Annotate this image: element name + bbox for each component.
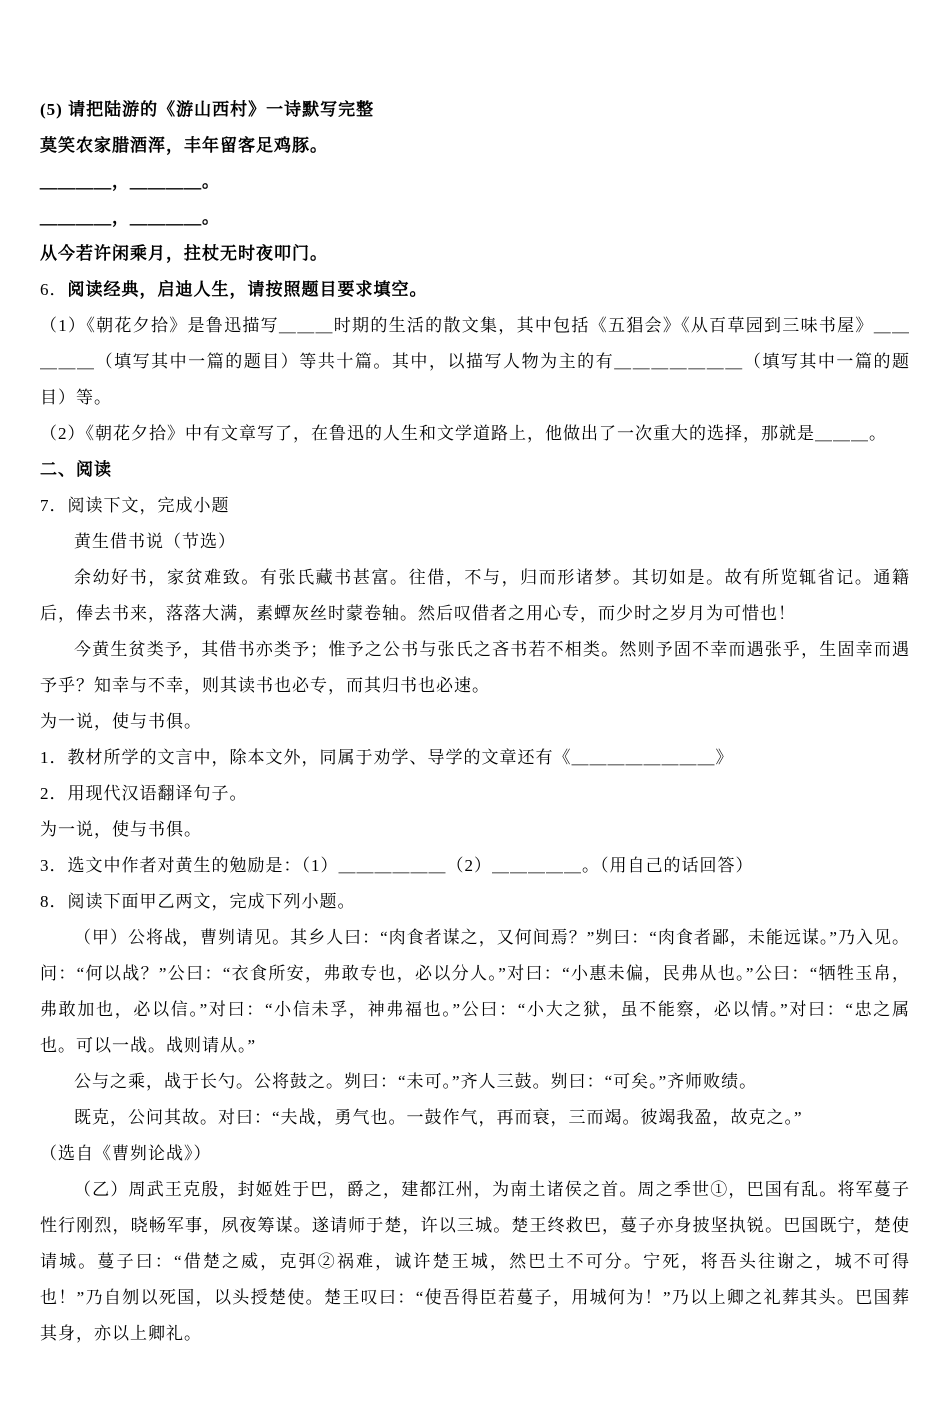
poem-line-4 [40, 236, 910, 272]
question-7-item-1 [40, 740, 910, 776]
text-run: 二、阅读 [40, 460, 112, 479]
poem-blank-line-1 [40, 164, 910, 200]
text-run: （2）《朝花夕拾》中有文章写了，在鲁迅的人生和文学道路上，他做出了一次重大的选择，那就是＿＿＿。 [40, 424, 887, 443]
passage-yi-paragraph-1 [40, 1172, 910, 1352]
question-7-item-2 [40, 776, 910, 812]
passage-title [40, 524, 910, 560]
question-5-prompt [40, 92, 910, 128]
text-run: 为一说，使与书俱。 [40, 820, 202, 839]
text-run: 黄生借书说（节选） [74, 532, 236, 551]
text-run: （甲）公将战，曹刿请见。其乡人曰：“肉食者谋之，又何间焉？”刿曰：“肉食者鄙，未能远谋。”乃入见。问：“何以战？”公曰：“衣食所安，弗敢专也，必以分人。”对曰：“小惠未偏，民弗从也。”公曰：“牺牲玉帛，弗敢加也，必以信。”对曰：“小信未孚，神弗福也。”公曰：“小大之狱，虽不能察，必以情。”对曰：“忠之属也。可以一战。战则请从。” [40, 928, 910, 1055]
text-run: 阅读经典，启迪人生，请按照题目要求填空。 [67, 280, 428, 299]
question-6-prompt [40, 272, 910, 308]
question-6-sub-2 [40, 416, 910, 452]
text-run: （乙）周武王克殷，封姬姓于巴，爵之，建都江州，为南土诸侯之首。周之季世①，巴国有乱。将军蔓子性行刚烈，晓畅军事，夙夜筹谋。遂请师于楚，许以三城。楚王终救巴，蔓子亦身披坚执锐。巴国既宁，楚使请城。蔓子曰：“借楚之威，克弭②祸难，诚许楚王城，然巴土不可分。宁死，将吾头往谢之，城不可得也！”乃自刎以死国，以头授楚使。楚王叹曰：“使吾得臣若蔓子，用城何为！”乃以上卿之礼葬其头。巴国葬其身，亦以上卿礼。 [40, 1180, 910, 1343]
text-run: （选自《曹刿论战》） [40, 1144, 212, 1163]
text-run: ＿＿＿＿，＿＿＿＿。 [40, 172, 220, 191]
text-run: （1）《朝花夕拾》是鲁迅描写＿＿＿时期的生活的散文集，其中包括《五猖会》《从百草园到三味书屋》＿＿＿＿＿（填写其中一篇的题目）等共十篇。其中，以描写人物为主的有＿＿＿＿＿＿＿（填写其中一篇的题目）等。 [40, 316, 910, 407]
text-run: 今黄生贫类予，其借书亦类予；惟予之公书与张氏之吝书若不相类。然则予固不幸而遇张乎，生固幸而遇予乎？知幸与不幸，则其读书也必专，而其归书也必速。 [40, 640, 910, 695]
text-run: 8．阅读下面甲乙两文，完成下列小题。 [40, 892, 356, 911]
poem-line-1 [40, 128, 910, 164]
question-7-prompt [40, 488, 910, 524]
passage-jia-paragraph-3 [40, 1100, 910, 1136]
text-run: 莫笑农家腊酒浑，丰年留客足鸡豚。 [40, 136, 328, 155]
passage-paragraph-3 [40, 704, 910, 740]
text-run: ＿＿＿＿，＿＿＿＿。 [40, 208, 220, 227]
section-2-heading [40, 452, 910, 488]
question-8-prompt [40, 884, 910, 920]
passage-jia-paragraph-2 [40, 1064, 910, 1100]
exam-document [40, 92, 910, 1352]
text-run: 从今若许闲乘月，拄杖无时夜叩门。 [40, 244, 328, 263]
text-run: 7．阅读下文，完成小题 [40, 496, 230, 515]
passage-paragraph-2 [40, 632, 910, 704]
text-run: 2．用现代汉语翻译句子。 [40, 784, 248, 803]
question-6-sub-1 [40, 308, 910, 416]
question-7-item-3 [40, 848, 910, 884]
text-run: 既克，公问其故。对曰：“夫战，勇气也。一鼓作气，再而衰，三而竭。彼竭我盈，故克之。” [74, 1108, 803, 1127]
question-7-item-2-sentence [40, 812, 910, 848]
text-run: 3．选文中作者对黄生的勉励是：（1）＿＿＿＿＿＿（2）＿＿＿＿＿。（用自己的话回答） [40, 856, 754, 875]
text-run: (5) 请把陆游的《游山西村》一诗默写完整 [40, 100, 375, 119]
passage-jia-source [40, 1136, 910, 1172]
text-run: 6． [40, 280, 68, 299]
passage-jia-paragraph-1 [40, 920, 910, 1064]
text-run: 为一说，使与书俱。 [40, 712, 202, 731]
text-run: 公与之乘，战于长勺。公将鼓之。刿曰：“未可。”齐人三鼓。刿曰：“可矣。”齐师败绩。 [74, 1072, 758, 1091]
passage-paragraph-1 [40, 560, 910, 632]
text-run: 余幼好书，家贫难致。有张氏藏书甚富。往借，不与，归而形诸梦。其切如是。故有所览辄省记。通籍后，俸去书来，落落大满，素蟫灰丝时蒙卷轴。然后叹借者之用心专，而少时之岁月为可惜也！ [40, 568, 910, 623]
poem-blank-line-2 [40, 200, 910, 236]
text-run: 1．教材所学的文言中，除本文外，同属于劝学、导学的文章还有《＿＿＿＿＿＿＿＿》 [40, 748, 734, 767]
